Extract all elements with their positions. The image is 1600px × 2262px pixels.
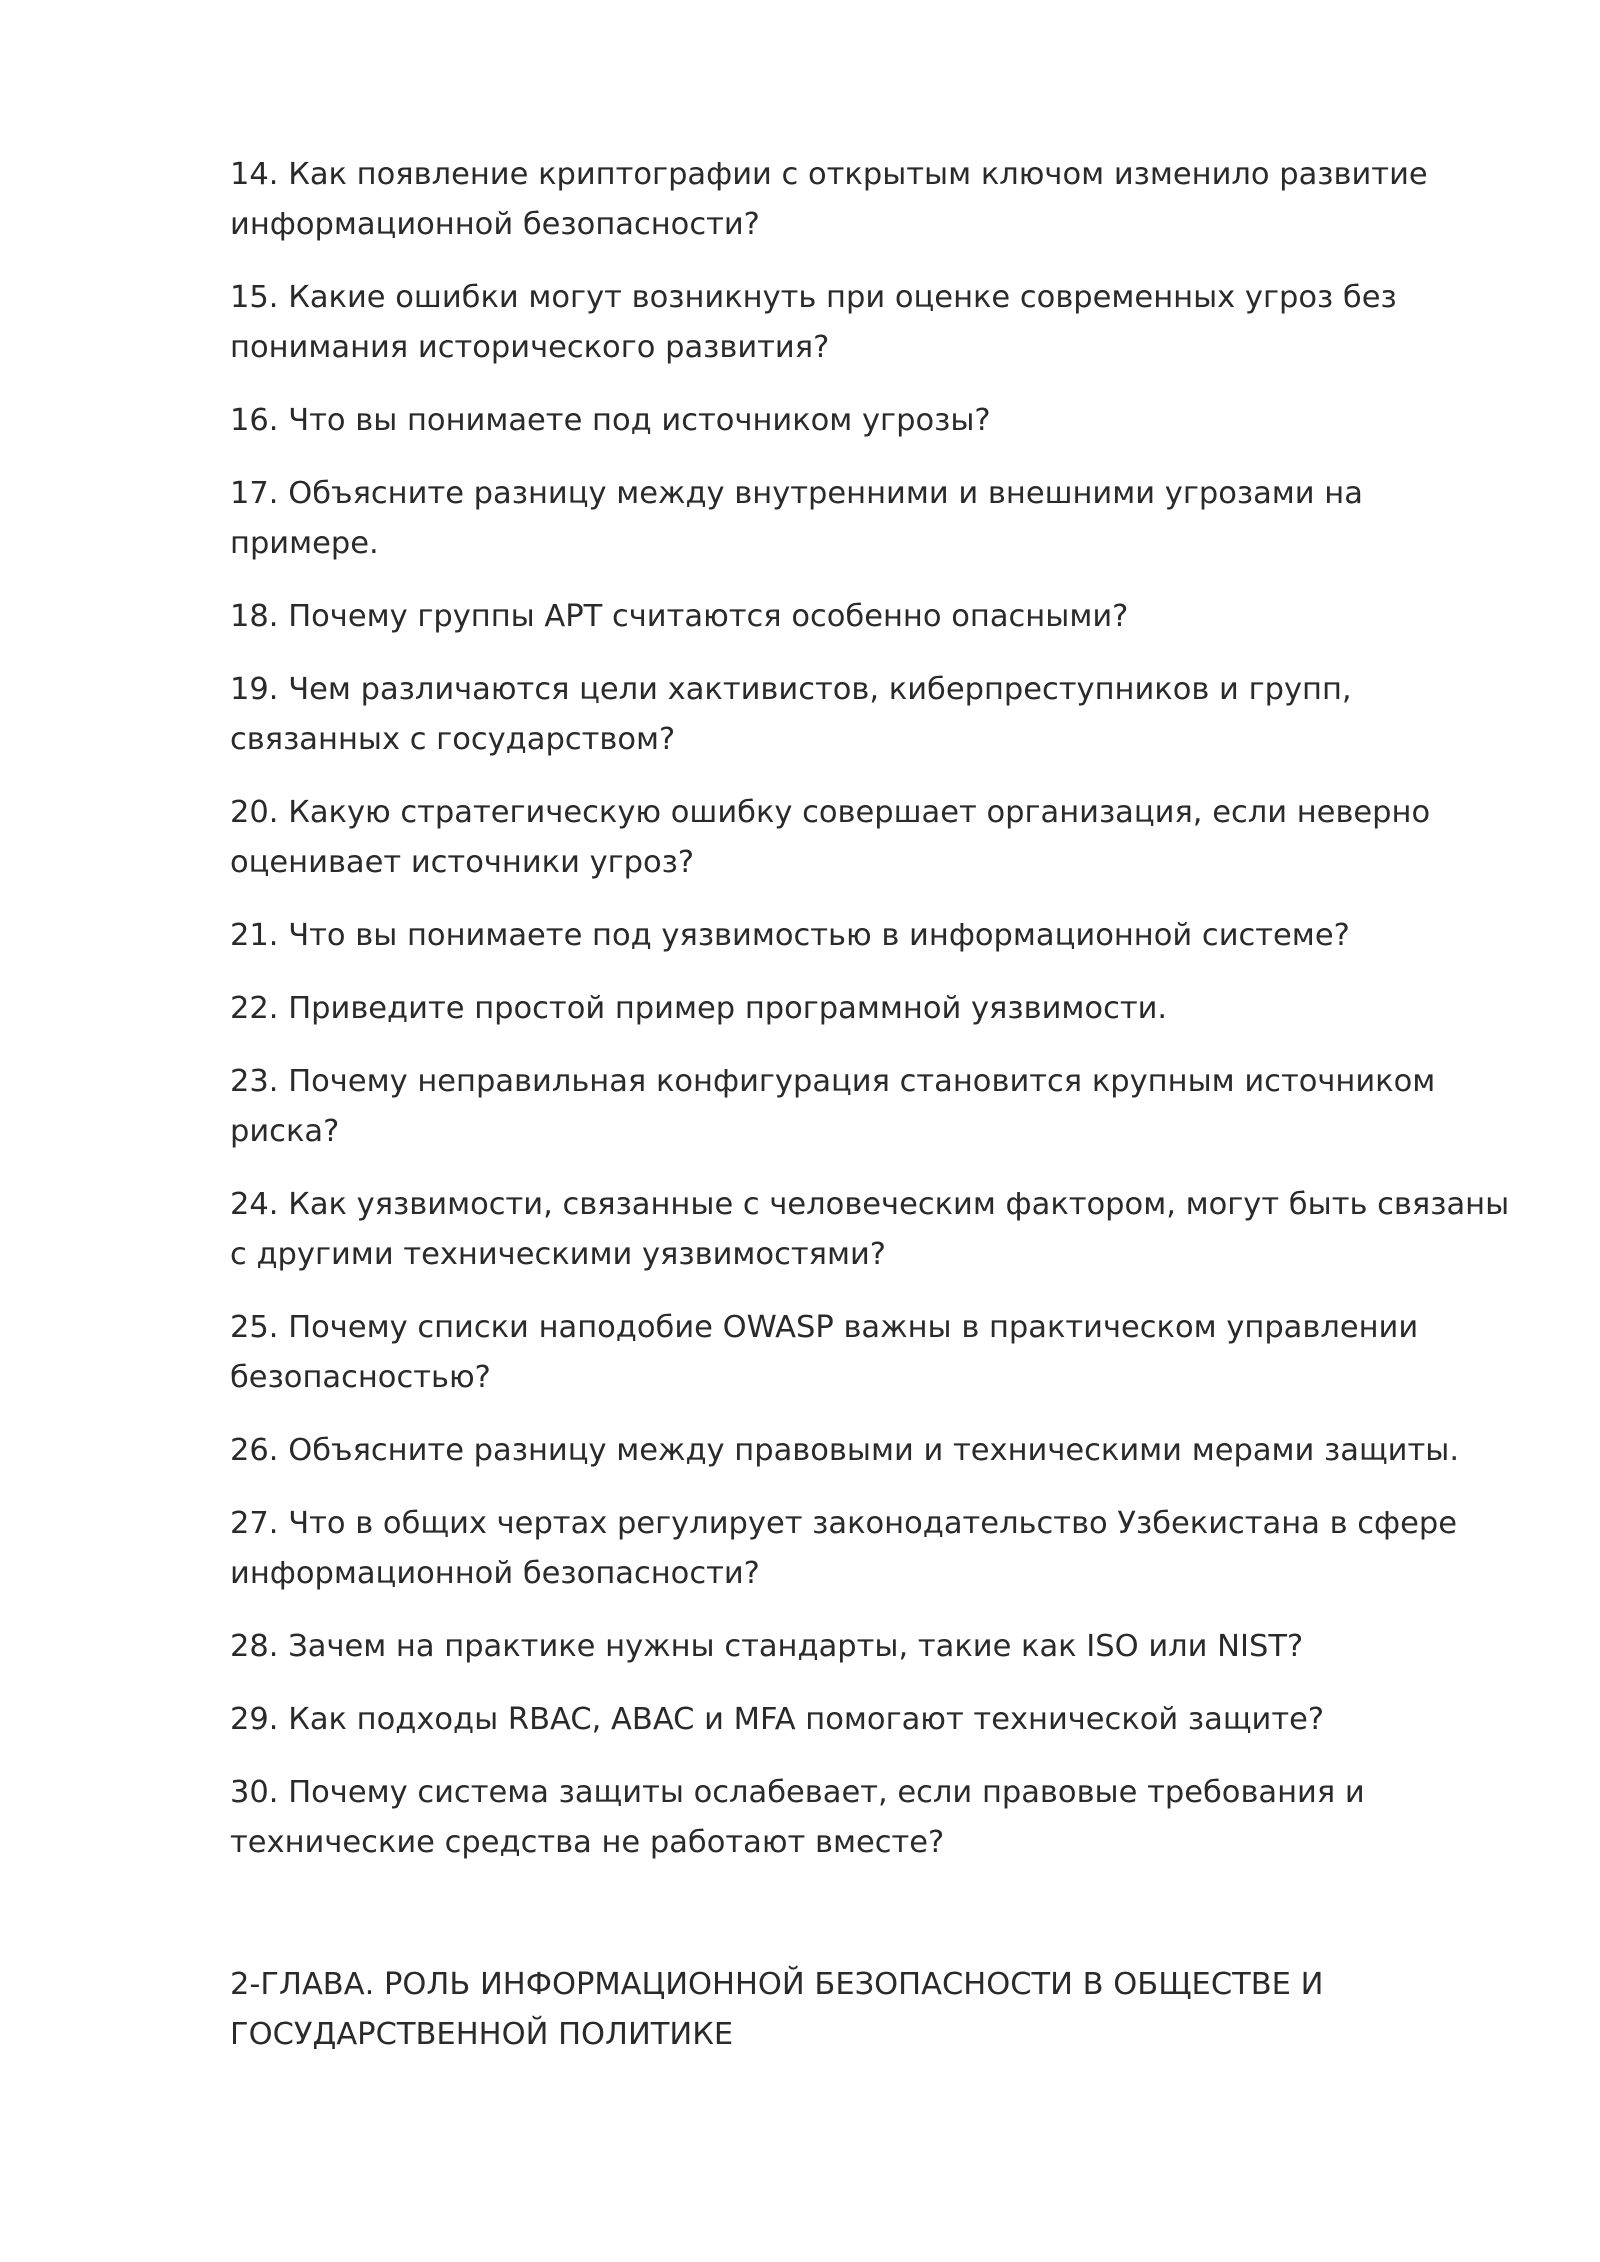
- question-29: 29. Как подходы RBAC, ABAC и MFA помогают технической защите?: [230, 1702, 1325, 1737]
- question-14: 14. Как появление криптографии с открытым ключом изменило развитие информационной безопасности?: [230, 157, 1428, 242]
- question-18: 18. Почему группы APT считаются особенно опасными?: [230, 599, 1129, 634]
- question-list: [230, 150, 1520, 1891]
- question-23: 23. Почему неправильная конфигурация становится крупным источником риска?: [230, 1064, 1436, 1149]
- question-21: 21. Что вы понимаете под уязвимостью в информационной системе?: [230, 918, 1350, 953]
- question-19: 19. Чем различаются цели хактивистов, киберпреступников и групп, связанных с государством?: [230, 672, 1352, 757]
- question-22: 22. Приведите простой пример программной уязвимости.: [230, 991, 1168, 1026]
- question-15: 15. Какие ошибки могут возникнуть при оценке современных угроз без понимания исторического развития?: [230, 280, 1397, 365]
- question-27: 27. Что в общих чертах регулирует законодательство Узбекистана в сфере информационной безопасности?: [230, 1506, 1457, 1591]
- question-16: 16. Что вы понимаете под источником угрозы?: [230, 403, 991, 438]
- question-17: 17. Объясните разницу между внутренними и внешними угрозами на примере.: [230, 476, 1363, 561]
- chapter-heading: 2-ГЛАВА. РОЛЬ ИНФОРМАЦИОННОЙ БЕЗОПАСНОСТИ В ОБЩЕСТВЕ И ГОСУДАРСТВЕННОЙ ПОЛИТИКЕ: [230, 1967, 1324, 2052]
- question-25: 25. Почему списки наподобие OWASP важны в практическом управлении безопасностью?: [230, 1310, 1419, 1395]
- question-20: 20. Какую стратегическую ошибку совершает организация, если неверно оценивает источники угроз?: [230, 795, 1431, 880]
- question-30: 30. Почему система защиты ослабевает, если правовые требования и технические средства не работают вместе?: [230, 1775, 1365, 1860]
- question-26: 26. Объясните разницу между правовыми и техническими мерами защиты.: [230, 1433, 1460, 1468]
- question-28: 28. Зачем на практике нужны стандарты, такие как ISO или NIST?: [230, 1629, 1304, 1664]
- question-24: 24. Как уязвимости, связанные с человеческим фактором, могут быть связаны с другими техническими уязвимостями?: [230, 1187, 1510, 1272]
